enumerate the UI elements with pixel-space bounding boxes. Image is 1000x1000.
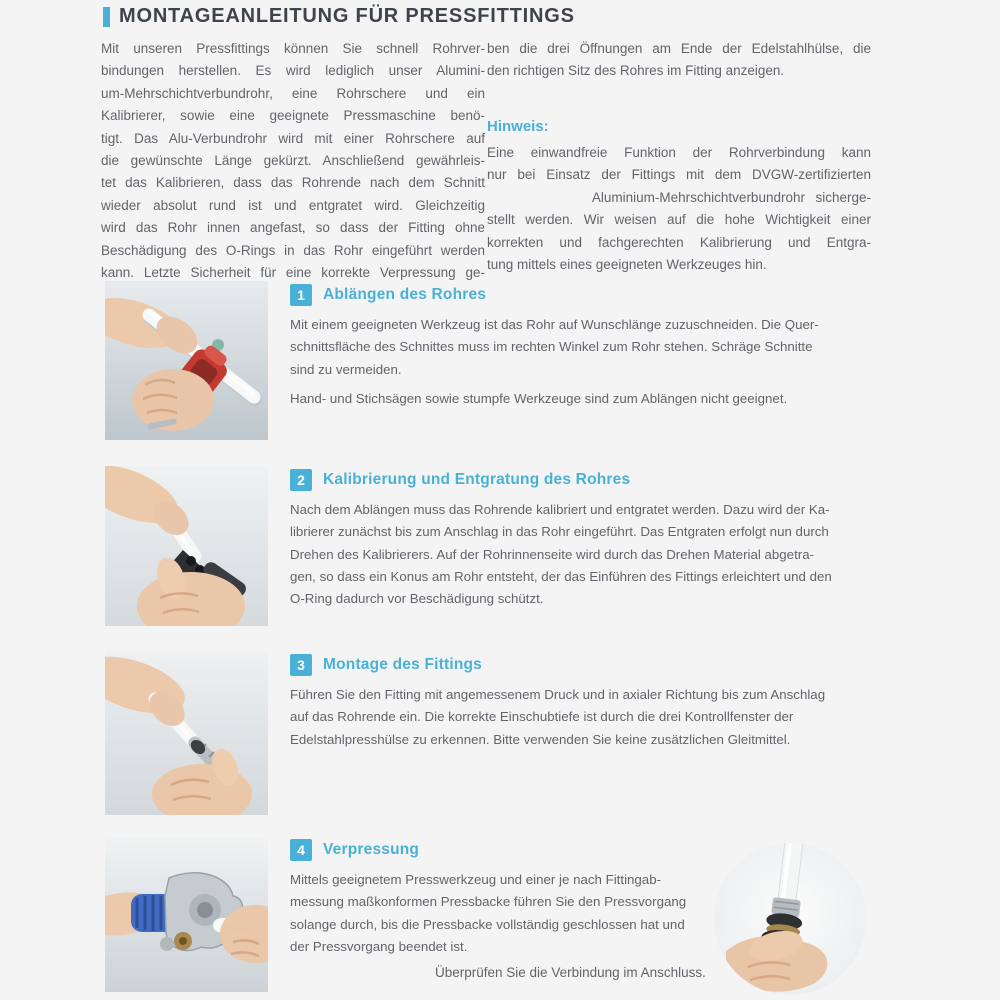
text-line: die gewünschte Länge gekürzt. Anschließend gewährleis- — [101, 153, 485, 169]
text-line: wird das Rohr innen angefast, so dass der Fitting ohne — [101, 220, 485, 236]
text-line: Aluminium-Mehrschichtverbundrohr sicherge- — [487, 189, 871, 205]
text-line: Kalibrierer, sowie eine geeignete Pressmaschine benö- — [101, 108, 485, 124]
step-3-title: Montage des Fittings — [323, 656, 482, 673]
paragraph — [290, 314, 850, 381]
text-line: gen, so dass ein Konus am Rohr entsteht, der das Einführen des Fittings erleichtert und den — [290, 568, 832, 584]
text-line: stellt werden. Wir weisen auf die hohe Wichtigkeit einer — [487, 212, 871, 228]
step-1-text — [290, 314, 850, 410]
text-line: um-Mehrschichtverbundrohr, eine Rohrschere und ein — [101, 85, 485, 101]
text-line: O-Ring dadurch vor Beschädigung schützt. — [290, 591, 544, 607]
step-2-title: Kalibrierung und Entgratung des Rohres — [323, 471, 631, 488]
closing-instruction: Überprüfen Sie die Verbindung im Anschluss. — [435, 965, 706, 980]
step-2-photo-calibrating — [105, 466, 268, 626]
step-4-header — [290, 839, 740, 861]
text-line: ben die drei Öffnungen am Ende der Edelstahlhülse, die — [487, 41, 871, 56]
text-line: Beschädigung des O-Rings in das Rohr eingeführt werden — [101, 242, 485, 258]
intro-right-column — [487, 38, 871, 83]
finger-over-pipe — [223, 921, 254, 933]
intro-left-column — [101, 38, 485, 284]
step-1-title: Ablängen des Rohres — [323, 286, 487, 303]
fitting-detail-circle-photo — [714, 843, 866, 995]
text-line: tung mittels eines geeigneten Werkzeuges hin. — [487, 257, 767, 273]
text-line: schnittsfläche des Schnittes muss im rechten Winkel zum Rohr stehen. Schräge Schnitte — [290, 339, 813, 355]
calibrier-tool-photo-illustration — [105, 466, 268, 626]
step-2-header — [290, 469, 866, 491]
press-tool-photo-illustration — [105, 838, 268, 992]
step-4-title: Verpressung — [323, 841, 420, 858]
note-label: Hinweis: — [487, 118, 549, 135]
step-4-number-badge: 4 — [290, 839, 312, 861]
page-title: MONTAGEANLEITUNG FÜR PRESSFITTINGS — [119, 5, 575, 27]
text-line: Mit unseren Pressfittings können Sie schnell Rohrver- — [101, 41, 485, 56]
text-line: Mit einem geeigneten Werkzeug ist das Rohr auf Wunschlänge zuzuschneiden. Die Quer- — [290, 317, 819, 332]
step-3-number-badge: 3 — [290, 654, 312, 676]
text-line: Drehen des Kalibrierers. Auf der Rohrinnenseite wird durch das Drehen Material abgetra- — [290, 546, 815, 562]
text-line: den richtigen Sitz des Rohres im Fitting anzeigen. — [487, 63, 785, 79]
text-line: librierer zunächst bis zum Anschlag in das Rohr eingeführt. Das Entgraten erfolgt nun durch — [290, 524, 829, 540]
text-line: messung maßkonformen Pressbacke führen Sie den Pressvorgang — [290, 894, 687, 910]
step-1-content — [290, 284, 850, 410]
step-4-photo-pressing — [105, 838, 268, 992]
text-line: Führen Sie den Fitting mit angemessenem Druck und in axialer Richtung bis zum Anschlag — [290, 687, 826, 702]
page-header — [103, 5, 575, 28]
text-line: korrekten und fachgerechten Kalibrierung und Entgra- — [487, 234, 871, 250]
text-line: der Pressvorgang beendet ist. — [290, 938, 468, 954]
text-line: Nach dem Ablängen muss das Rohrende kalibriert und entgratet werden. Dazu wird der Ka- — [290, 502, 830, 517]
step-4-text — [290, 869, 740, 958]
step-1-header — [290, 284, 850, 306]
paragraph — [487, 142, 871, 276]
paragraph — [101, 38, 485, 284]
step-2-content — [290, 469, 866, 610]
step-1-number-badge: 1 — [290, 284, 312, 306]
text-line: solange durch, bis die Pressbacke vollständig geschlossen hat und — [290, 916, 685, 932]
text-line: auf das Rohrende ein. Die korrekte Einschubtiefe ist durch die drei Kontrollfenster der — [290, 709, 794, 725]
step-3-photo-fitting-montage — [105, 651, 268, 815]
text-line: tigt. Das Alu-Verbundrohr wird mit einer Rohrschere auf — [101, 130, 485, 146]
text-line: Hand- und Stichsägen sowie stumpfe Werkzeuge sind zum Ablängen nicht geeignet. — [290, 390, 788, 406]
paragraph — [487, 38, 871, 83]
fitting-detail-illustration — [714, 843, 866, 995]
step-2-number-badge: 2 — [290, 469, 312, 491]
pipe-cutter-photo-illustration — [105, 281, 268, 440]
step-4-content — [290, 839, 740, 958]
step-3-header — [290, 654, 866, 676]
step-2-text — [290, 499, 866, 610]
fitting-montage-photo-illustration — [105, 651, 268, 815]
paragraph — [290, 499, 866, 610]
text-line: wieder absolut rund ist und entgratet wird. Gleichzeitig — [101, 197, 485, 213]
text-line: Mittels geeignetem Presswerkzeug und einer je nach Fittingab- — [290, 872, 662, 887]
text-line: Edelstahlpresshülse zu erkennen. Bitte verwenden Sie keine zusätzlichen Gleitmittel. — [290, 731, 791, 747]
step-1-photo-pipe-cutting — [105, 281, 268, 440]
text-line: nur bei Einsatz der Fittings mit dem DVGW-zertifizierten — [487, 167, 871, 183]
note-text — [487, 142, 871, 276]
paragraph — [290, 869, 740, 958]
title-accent-bar — [103, 7, 110, 27]
step-3-content — [290, 654, 866, 751]
step-3-text — [290, 684, 866, 751]
paragraph — [290, 684, 866, 751]
paragraph — [290, 388, 850, 410]
text-line: tet das Kalibrieren, dass das Rohrende nach dem Schnitt — [101, 175, 485, 191]
text-line: Eine einwandfreie Funktion der Rohrverbindung kann — [487, 145, 871, 160]
text-line: sind zu vermeiden. — [290, 361, 402, 377]
text-line: kann. Letzte Sicherheit für eine korrekte Verpressung ge- — [101, 265, 485, 281]
text-line: bindungen herstellen. Es wird lediglich unser Alumini- — [101, 63, 485, 79]
